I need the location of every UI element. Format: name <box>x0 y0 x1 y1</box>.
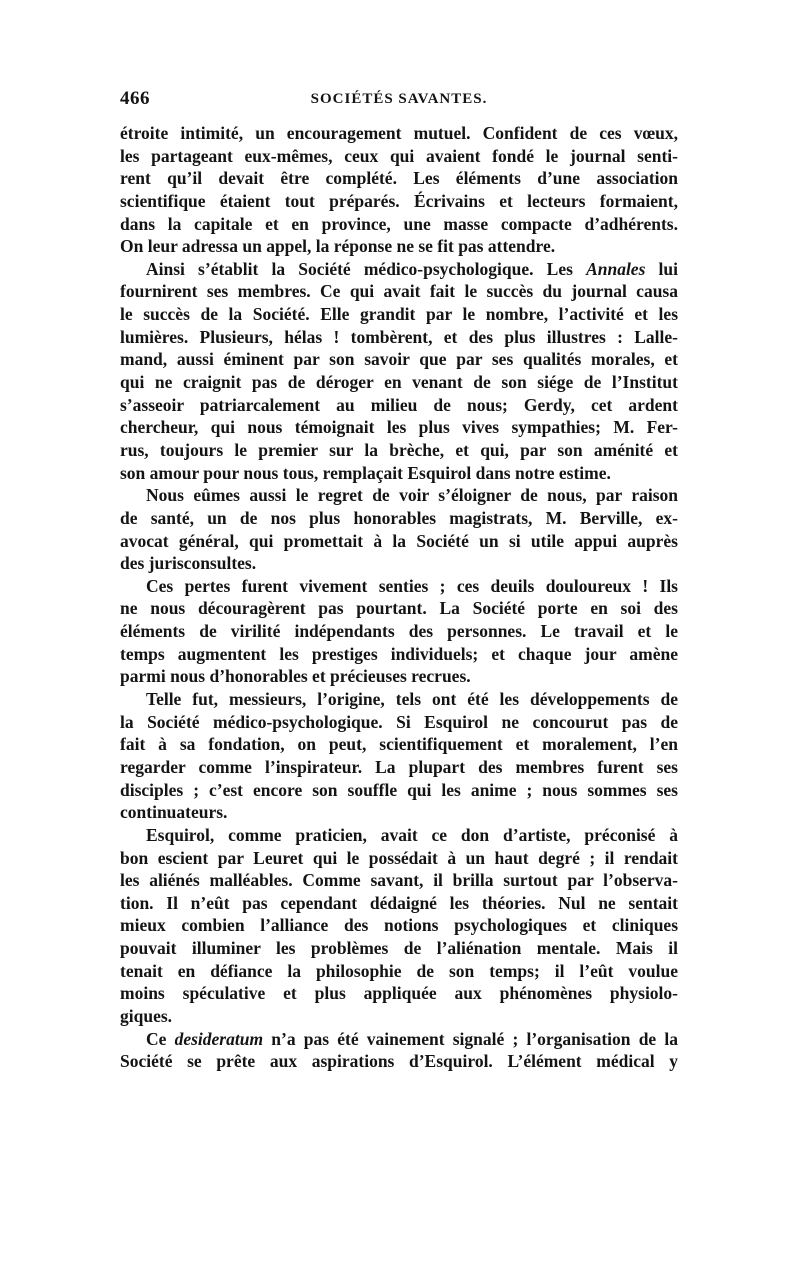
text-line: le succès de la Société. Elle grandit par le nombre, l’activité et les <box>120 304 678 325</box>
text-line: Ainsi s’établit la Société médico-psychologique. Les Annales lui <box>146 258 678 279</box>
text-line: avocat général, qui promettait à la Société un si utile appui auprès <box>120 530 678 551</box>
text-line: s’asseoir patriarcalement au milieu de nous; Gerdy, cet ardent <box>120 394 678 415</box>
text-line: ne nous découragèrent pas pourtant. La Société porte en soi des <box>120 598 678 619</box>
text-line: pouvait illuminer les problèmes de l’aliénation mentale. Mais il <box>120 938 678 959</box>
text-line: bon escient par Leuret qui le possédait à un haut degré ; il rendait <box>120 847 678 868</box>
text-line: mand, aussi éminent par son savoir que par ses qualités morales, et <box>120 349 678 370</box>
text-line: Ce desideratum n’a pas été vainement signalé ; l’organisation de la <box>146 1028 678 1049</box>
body-text <box>120 122 678 1073</box>
text-line: fait à sa fondation, on peut, scientifiquement et moralement, l’en <box>120 734 678 755</box>
text-line: temps augmentent les prestiges individuels; et chaque jour amène <box>120 643 678 664</box>
text-line: de santé, un de nos plus honorables magistrats, M. Berville, ex- <box>120 507 678 528</box>
text-line: rus, toujours le premier sur la brèche, et qui, par son aménité et <box>120 439 678 460</box>
text-line: qui ne craignit pas de déroger en venant de son siége de l’Institut <box>120 372 678 393</box>
text-line: des jurisconsultes. <box>120 553 257 574</box>
text-line: continuateurs. <box>120 802 228 823</box>
text-line: lumières. Plusieurs, hélas ! tombèrent, et des plus illustres : Lalle- <box>120 326 678 347</box>
text-line: étroite intimité, un encouragement mutuel. Confident de ces vœux, <box>120 123 678 143</box>
text-line: Ces pertes furent vivement senties ; ces deuils douloureux ! Ils <box>146 575 678 596</box>
page-number: 466 <box>120 88 150 109</box>
text-line: les partageant eux-mêmes, ceux qui avaient fondé le journal senti- <box>120 145 678 166</box>
text-line: Société se prête aux aspirations d’Esquirol. L’élément médical y <box>120 1051 678 1072</box>
text-line: giques. <box>120 1005 173 1026</box>
text-line: scientifique étaient tout préparés. Écrivains et lecteurs formaient, <box>120 190 678 211</box>
book-page <box>120 88 678 1073</box>
running-head <box>120 88 678 118</box>
text-line: parmi nous d’honorables et précieuses recrues. <box>120 666 471 687</box>
running-head-title: SOCIÉTÉS SAVANTES. <box>310 91 488 107</box>
text-line: tenait en défiance la philosophie de son temps; il l’eût voulue <box>120 960 678 981</box>
text-line: éléments de virilité indépendants des personnes. Le travail et le <box>120 621 678 642</box>
text-line: Telle fut, messieurs, l’origine, tels ont été les développements de <box>146 689 678 710</box>
text-line: rent qu’il devait être complété. Les éléments d’une association <box>120 168 678 189</box>
text-line: les aliénés malléables. Comme savant, il brilla surtout par l’observa- <box>120 870 678 891</box>
text-line: la Société médico-psychologique. Si Esquirol ne concourut pas de <box>120 711 678 732</box>
text-line: chercheur, qui nous témoignait les plus vives sympathies; M. Fer- <box>120 417 678 438</box>
text-line: moins spéculative et plus appliquée aux phénomènes physiolo- <box>120 983 678 1004</box>
text-line: son amour pour nous tous, remplaçait Esquirol dans notre estime. <box>120 462 611 483</box>
text-line: mieux combien l’alliance des notions psychologiques et cliniques <box>120 915 678 936</box>
text-line: Nous eûmes aussi le regret de voir s’éloigner de nous, par raison <box>146 485 678 506</box>
journal-title-annales: Annales <box>586 258 646 279</box>
text-line: Esquirol, comme praticien, avait ce don d’artiste, préconisé à <box>146 824 678 845</box>
text-line: dans la capitale et en province, une masse compacte d’adhérents. <box>120 213 678 234</box>
text-line: On leur adressa un appel, la réponse ne se fit pas attendre. <box>120 236 556 257</box>
text-line: fournirent ses membres. Ce qui avait fait le succès du journal causa <box>120 281 678 302</box>
text-line: tion. Il n’eût pas cependant dédaigné les théories. Nul ne sentait <box>120 892 678 913</box>
text-line: disciples ; c’est encore son souffle qui les anime ; nous sommes ses <box>120 779 678 800</box>
text-line: regarder comme l’inspirateur. La plupart des membres furent ses <box>120 756 678 777</box>
latin-term-desideratum: desideratum <box>174 1028 264 1049</box>
